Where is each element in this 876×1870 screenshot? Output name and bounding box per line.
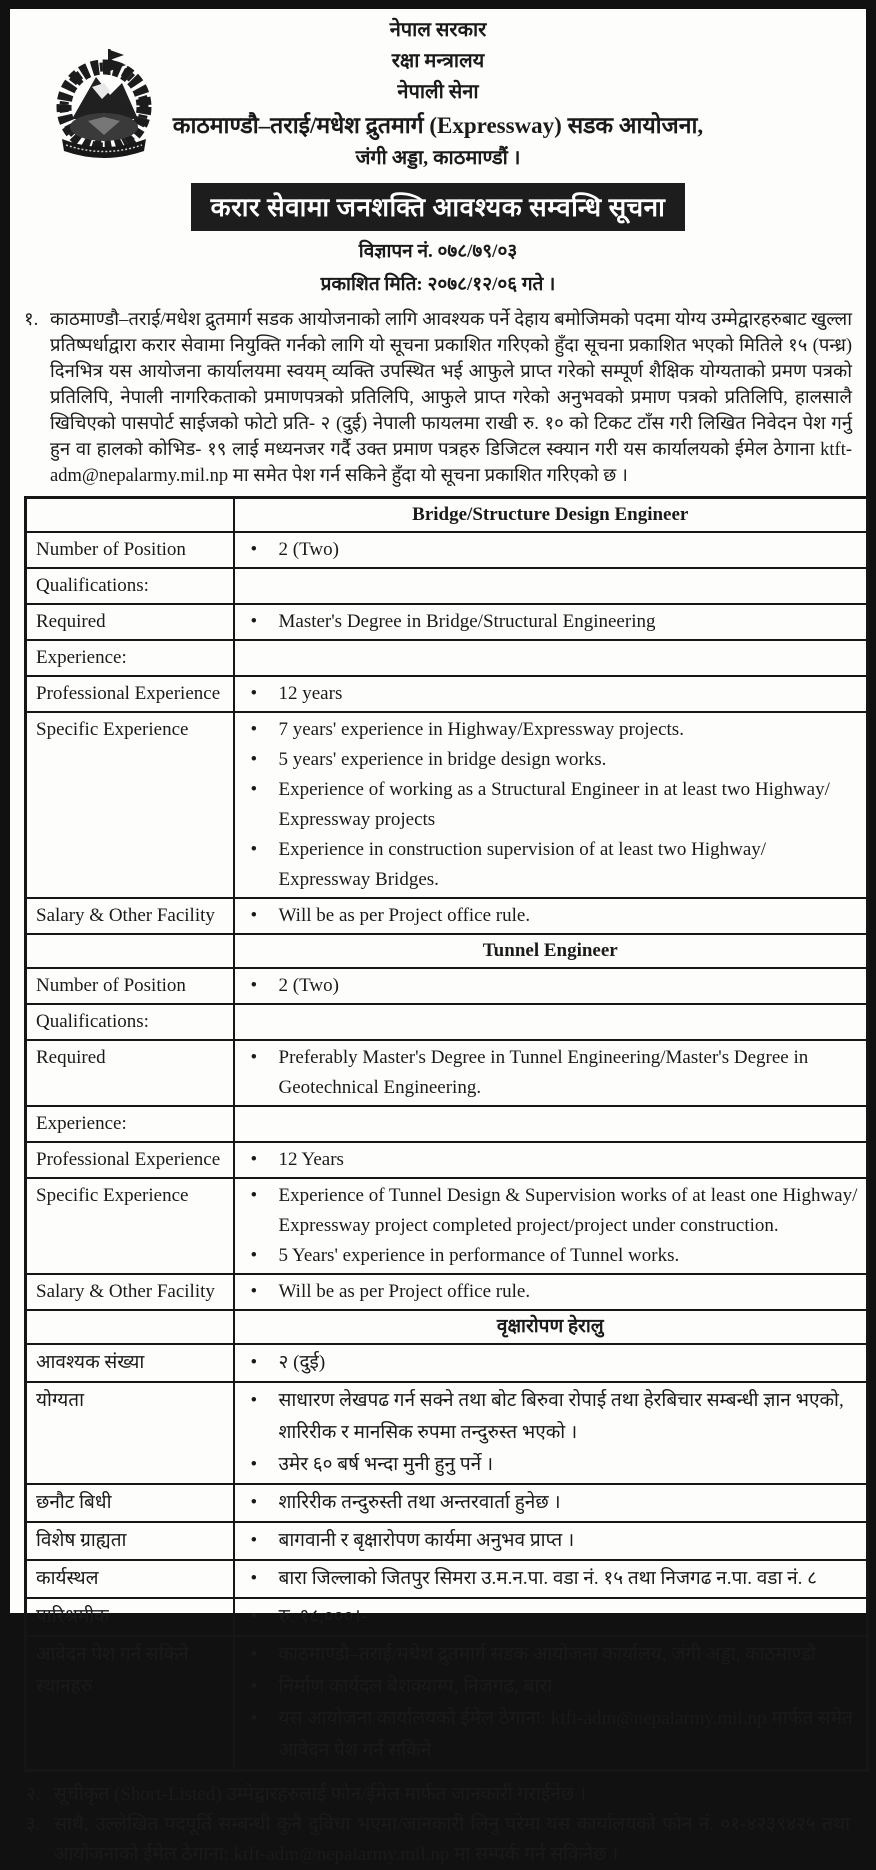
row-label: Professional Experience (26, 1142, 234, 1178)
row-label: Experience: (26, 1106, 234, 1142)
row-label: Qualifications: (26, 568, 234, 604)
row-value (234, 1004, 868, 1040)
row-value (234, 1636, 868, 1771)
row-value (234, 1106, 868, 1142)
emblem-icon (52, 47, 160, 169)
bullet-item: • यस आयोजना कार्यालयको ईमेल ठेगाना: ktft-adm@nepalarmy.mil.np मार्फत समेत आवेदन पेश गर्न सकिने (235, 1703, 861, 1767)
row-value (234, 1142, 868, 1178)
table-row (26, 1484, 868, 1522)
table-row (26, 968, 868, 1004)
bullet-item: • शारिरीक तन्दुरुस्ती तथा अन्तरवार्ता हुनेछ । (235, 1487, 861, 1519)
position-title: वृक्षारोपण हेरालु (234, 1310, 868, 1344)
row-value (234, 1560, 868, 1598)
empty-cell (26, 498, 234, 533)
header-line-government: नेपाल सरकार (389, 19, 487, 41)
table-row (26, 1040, 868, 1106)
row-label: योग्यता (26, 1382, 234, 1484)
note-text: सूचीकृत (Short-Listed) उम्मेद्वारहरुलाई फोन/ईमेल मार्फत जानकारी गराईनेछ । (54, 1784, 587, 1805)
row-label: Professional Experience (26, 676, 234, 712)
paragraph-number: १. (24, 310, 39, 330)
row-value (234, 898, 868, 934)
paragraph-text: काठमाण्डौ–तराई/मधेश द्रुतमार्ग सडक आयोजनाको लागि आवश्यक पर्ने देहाय बमोजिमको पदमा योग्य उम्मेद्वारहरुबाट खुल्ला प्रतिष्पर्धाद्वारा करार सेवामा नियुक्ति गर्नको लागि यो सूचना प्रकाशित गरिएको हुँदा सूचना प्रकाशित भएको मितिले १५ (पन्ध्र) दिनभित्र यस आयोजना कार्यालयमा स्वयम् व्यक्ति उपस्थित भई आफुले प्राप्त गरेको सम्पूर्ण शैक्षिक योग्यताको प्रमण पत्रको प्रतिलिपि, नेपाली नागरिकताको प्रमाणपत्रको प्रतिलिपि, आफुले प्राप्त गरेको अनुभवको प्रमाण पत्रको प्रतिलिपि, हालसालै खिचिएको पासपोर्ट साईजको फोटो प्रति- २ (दुई) नेपाली फायलमा राखी रु. १० को टिकट टाँस गरी लिखित निवेदन पेश गर्नु हुन वा हालको कोभिड- १९ लाई मध्यनजर गर्दै उक्त प्रमाण पत्रहरु डिजिटल स्क्यान गरी यस कार्यालयको ईमेल ठेगाना ktft-adm@nepalarmy.mil.np मा समेत पेश गर्न सकिने हुँदा यो सूचना प्रकाशित गरिएको छ । (50, 310, 852, 486)
bullet-item: • 7 years' experience in Highway/Expressway projects. (235, 715, 861, 745)
bullet-item: • 12 years (235, 679, 861, 709)
bullet-item: • 5 years' experience in bridge design works. (235, 745, 861, 775)
footer-note (26, 1810, 850, 1870)
row-label: छनौट बिधी (26, 1484, 234, 1522)
row-label: Salary & Other Facility (26, 898, 234, 934)
table-row (26, 712, 868, 898)
bullet-item: • निर्माण कार्यदल बेशक्याम्प, निजगढ, बारा (235, 1671, 861, 1703)
row-label: Qualifications: (26, 1004, 234, 1040)
bullet-item: • रु. १८,०००।- (235, 1601, 861, 1633)
table-row (26, 1636, 868, 1771)
row-label: Specific Experience (26, 712, 234, 898)
row-label: Specific Experience (26, 1178, 234, 1274)
note-number: ३. (26, 1814, 41, 1835)
row-label: आवेदन पेश गर्न सकिने स्थानहरु (26, 1636, 234, 1771)
row-value (234, 568, 868, 604)
bullet-item: • Experience of Tunnel Design & Supervision works of at least one Highway/ Expressway project completed project/project under construction. (235, 1181, 861, 1241)
bullet-item: • बारा जिल्लाको जितपुर सिमरा उ.म.न.पा. वडा नं. १५ तथा निजगढ न.पा. वडा नं. ८ (235, 1563, 861, 1595)
table-row (26, 676, 868, 712)
row-label: Number of Position (26, 968, 234, 1004)
table-row (26, 1274, 868, 1310)
nepal-army-emblem-logo (52, 47, 160, 169)
empty-cell (26, 934, 234, 968)
bullet-item: • Experience in construction supervision of at least two Highway/ Expressway Bridges. (235, 835, 861, 895)
row-label: Required (26, 604, 234, 640)
bullet-item: • बागवानी र बृक्षारोपण कार्यमा अनुभव प्राप्त । (235, 1525, 861, 1557)
table-row (26, 1142, 868, 1178)
position-title: Tunnel Engineer (234, 934, 868, 968)
table-row (26, 898, 868, 934)
published-date: प्रकाशित मिति: २०७८/१२/०६ गते । (320, 274, 556, 295)
bullet-item: • 2 (Two) (235, 535, 861, 565)
table-row (26, 532, 868, 568)
bullet-item: • Will be as per Project office rule. (235, 1277, 861, 1307)
row-value (234, 532, 868, 568)
bullet-item: • साधारण लेखपढ गर्न सक्ने तथा बोट बिरुवा रोपाई तथा हेरबिचार सम्बन्धी ज्ञान भएको, शारिरीक र मानसिक रुपमा तन्दुरुस्त भएको । (235, 1385, 861, 1449)
section-header-row (26, 1310, 868, 1344)
row-value (234, 712, 868, 898)
advertisement-number: विज्ञापन नं. ०७८/७९/०३ (358, 241, 518, 262)
row-value (234, 640, 868, 676)
bullet-item: • 5 Years' experience in performance of Tunnel works. (235, 1241, 861, 1271)
header-line-army: नेपाली सेना (397, 81, 479, 103)
table-row (26, 640, 868, 676)
row-value (234, 1178, 868, 1274)
row-label: Salary & Other Facility (26, 1274, 234, 1310)
table-row (26, 1106, 868, 1142)
row-label: आवश्यक संख्या (26, 1344, 234, 1382)
bullet-item: • Experience of working as a Structural Engineer in at least two Highway/ Expressway projects (235, 775, 861, 835)
row-value (234, 676, 868, 712)
table-row (26, 568, 868, 604)
header-line-ministry: रक्षा मन्त्रालय (391, 50, 485, 72)
section-header-row (26, 498, 868, 533)
position-title: Bridge/Structure Design Engineer (234, 498, 868, 533)
table-row (26, 1178, 868, 1274)
row-value (234, 1040, 868, 1106)
row-value (234, 1598, 868, 1636)
vacancy-table (24, 496, 869, 1772)
notice-document (10, 9, 866, 1865)
row-label: Experience: (26, 640, 234, 676)
row-value (234, 1274, 868, 1310)
bullet-item: • Master's Degree in Bridge/Structural Engineering (235, 607, 861, 637)
table-row (26, 1382, 868, 1484)
row-label: पारिश्रमीक (26, 1598, 234, 1636)
row-value (234, 1382, 868, 1484)
row-label: विशेष ग्राह्यता (26, 1522, 234, 1560)
table-row (26, 1560, 868, 1598)
note-text: साथै, उल्लेखित पदपूर्ति सम्बन्धी कुनै दुविधा भएमा/जानकारी लिनु परेमा यस कार्यालयको फोन नं. ०१-४२३९४२५ तथा आयोजनाको ईमेल ठेगाना: ktft-adm@nepalarmy.mil.np मा सम्पर्क गर्न सकिनेछ । (54, 1814, 850, 1865)
row-value (234, 1484, 868, 1522)
empty-cell (26, 1310, 234, 1344)
header-line-project: काठमाण्डौ–तराई/मधेश द्रुतमार्ग (Expressway) सडक आयोजना, (172, 113, 704, 138)
row-label: कार्यस्थल (26, 1560, 234, 1598)
row-value (234, 604, 868, 640)
table-row (26, 1522, 868, 1560)
row-value (234, 1344, 868, 1382)
bullet-item: • 12 Years (235, 1145, 861, 1175)
table-row (26, 1598, 868, 1636)
row-label: Required (26, 1040, 234, 1106)
row-label: Number of Position (26, 532, 234, 568)
footer-notes (26, 1780, 850, 1870)
bullet-item: • Will be as per Project office rule. (235, 901, 861, 931)
table-row (26, 1344, 868, 1382)
bullet-item: • काठमाण्डौ–तराई/मधेश द्रुतमार्ग सडक आयोजना कार्यालय, जंगी अड्डा, काठमाण्डौ (235, 1639, 861, 1671)
bullet-item: • २ (दुई) (235, 1347, 861, 1379)
bullet-item: • Preferably Master's Degree in Tunnel Engineering/Master's Degree in Geotechnical Engineering. (235, 1043, 861, 1103)
bullet-item: • 2 (Two) (235, 971, 861, 1001)
table-row (26, 604, 868, 640)
footer-note (26, 1780, 850, 1810)
notice-title-banner: करार सेवामा जनशक्ति आवश्यक सम्वन्धि सूचना (191, 183, 686, 231)
section-header-row (26, 934, 868, 968)
table-row (26, 1004, 868, 1040)
row-value (234, 1522, 868, 1560)
header-line-address: जंगी अड्डा, काठमाण्डौं । (355, 147, 521, 169)
bullet-item: • उमेर ६० बर्ष भन्दा मुनी हुनु पर्ने । (235, 1449, 861, 1481)
row-value (234, 968, 868, 1004)
document-header (24, 15, 852, 174)
note-number: २. (26, 1784, 41, 1805)
intro-paragraph (24, 307, 852, 489)
